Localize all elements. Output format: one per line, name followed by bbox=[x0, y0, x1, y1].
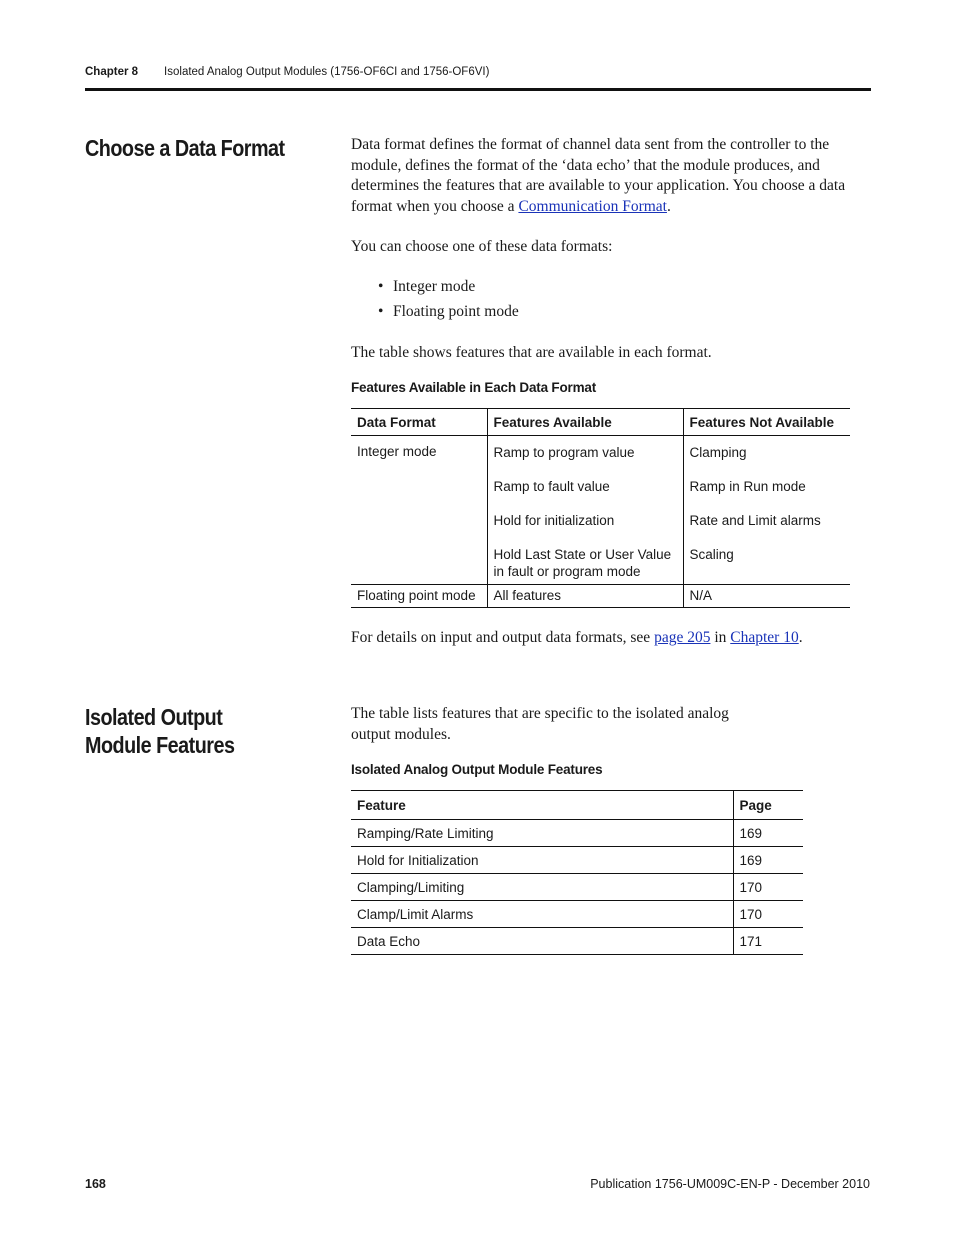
table-caption-features: Features Available in Each Data Format bbox=[351, 380, 596, 395]
table-row bbox=[351, 874, 803, 901]
details-reference bbox=[351, 628, 803, 649]
table-cell: Clamping/Limiting bbox=[351, 874, 733, 901]
table-row bbox=[351, 820, 803, 847]
table-cell: 169 bbox=[733, 820, 803, 847]
choose-formats-text: You can choose one of these data formats: bbox=[351, 238, 613, 255]
table-row bbox=[351, 436, 850, 585]
table-cell bbox=[487, 436, 683, 585]
isolated-features-table bbox=[351, 790, 803, 955]
table-cell: 170 bbox=[733, 901, 803, 928]
details-text-end: . bbox=[798, 629, 803, 646]
data-format-list bbox=[378, 276, 519, 326]
table-cell: Floating point mode bbox=[351, 585, 487, 608]
feature-item: Ramp to program value bbox=[493, 445, 635, 460]
section-heading-isolated-output-features bbox=[85, 703, 234, 759]
table-cell: All features bbox=[487, 585, 683, 608]
page-number: 168 bbox=[85, 1177, 106, 1191]
page-205-link[interactable]: page 205 bbox=[654, 629, 711, 646]
feature-item: Ramp to fault value bbox=[493, 479, 610, 494]
list-item: • Floating point mode bbox=[378, 303, 519, 320]
table-cell: Clamp/Limit Alarms bbox=[351, 901, 733, 928]
feature-item: Hold for initialization bbox=[493, 513, 615, 528]
heading-line: Module Features bbox=[85, 732, 235, 758]
publication-id: Publication 1756-UM009C-EN-P - December 2010 bbox=[590, 1177, 870, 1191]
table-cell bbox=[683, 436, 850, 585]
feature-item: Ramp in Run mode bbox=[689, 479, 806, 494]
table-cell: Integer mode bbox=[357, 444, 437, 459]
list-item: • Integer mode bbox=[378, 278, 476, 295]
column-header: Page bbox=[733, 791, 803, 820]
table-cell: N/A bbox=[683, 585, 850, 608]
feature-item: Scaling bbox=[689, 547, 734, 562]
details-text: For details on input and output data formats, see bbox=[351, 629, 655, 646]
table-row bbox=[351, 847, 803, 874]
list-item-label: Integer mode bbox=[393, 278, 476, 295]
table-header-row bbox=[351, 791, 803, 820]
table-cell: Hold for Initialization bbox=[351, 847, 733, 874]
isolated-features-intro bbox=[351, 704, 729, 745]
heading-line: Isolated Output bbox=[85, 704, 223, 730]
chapter-10-link[interactable]: Chapter 10 bbox=[730, 629, 799, 646]
chapter-label: Chapter 8 bbox=[85, 66, 139, 78]
feature-item: Hold Last State or User Value in fault or program mode bbox=[493, 547, 672, 579]
table-header-row bbox=[351, 409, 850, 436]
table-cell: Ramping/Rate Limiting bbox=[351, 820, 733, 847]
column-header: Feature bbox=[351, 791, 733, 820]
column-header: Features Available bbox=[487, 409, 683, 436]
intro-text: Data format defines the format of channel data sent from the controller to the module, defines the format of the ‘data echo’ that the module produces, and determines the features that are available to your application. You choose a data format when you choose a bbox=[351, 136, 846, 215]
table-cell: 171 bbox=[733, 928, 803, 955]
table-caption-isolated-features: Isolated Analog Output Module Features bbox=[351, 762, 603, 777]
table-row bbox=[351, 901, 803, 928]
header-rule bbox=[85, 88, 871, 91]
column-header: Features Not Available bbox=[683, 409, 850, 436]
table-intro-text: The table shows features that are available in each format. bbox=[351, 344, 712, 361]
features-by-format-table bbox=[351, 408, 850, 608]
data-format-intro bbox=[351, 135, 871, 217]
communication-format-link[interactable]: Communication Format bbox=[518, 197, 667, 215]
table-row bbox=[351, 928, 803, 955]
intro-text-end: . bbox=[666, 197, 671, 215]
chapter-title: Isolated Analog Output Modules (1756-OF6CI and 1756-OF6VI) bbox=[164, 66, 490, 78]
table-cell: Data Echo bbox=[351, 928, 733, 955]
table-cell: 170 bbox=[733, 874, 803, 901]
table-cell: 169 bbox=[733, 847, 803, 874]
running-header bbox=[85, 66, 489, 78]
list-item-label: Floating point mode bbox=[393, 303, 519, 320]
details-text-mid: in bbox=[710, 629, 731, 646]
table-row bbox=[351, 585, 850, 608]
column-header: Data Format bbox=[351, 409, 487, 436]
intro-line: output modules. bbox=[351, 725, 451, 743]
feature-item: Rate and Limit alarms bbox=[689, 513, 821, 528]
intro-line: The table lists features that are specific to the isolated analog bbox=[351, 705, 729, 722]
section-heading-choose-data-format: Choose a Data Format bbox=[85, 135, 285, 161]
feature-item: Clamping bbox=[689, 445, 747, 460]
